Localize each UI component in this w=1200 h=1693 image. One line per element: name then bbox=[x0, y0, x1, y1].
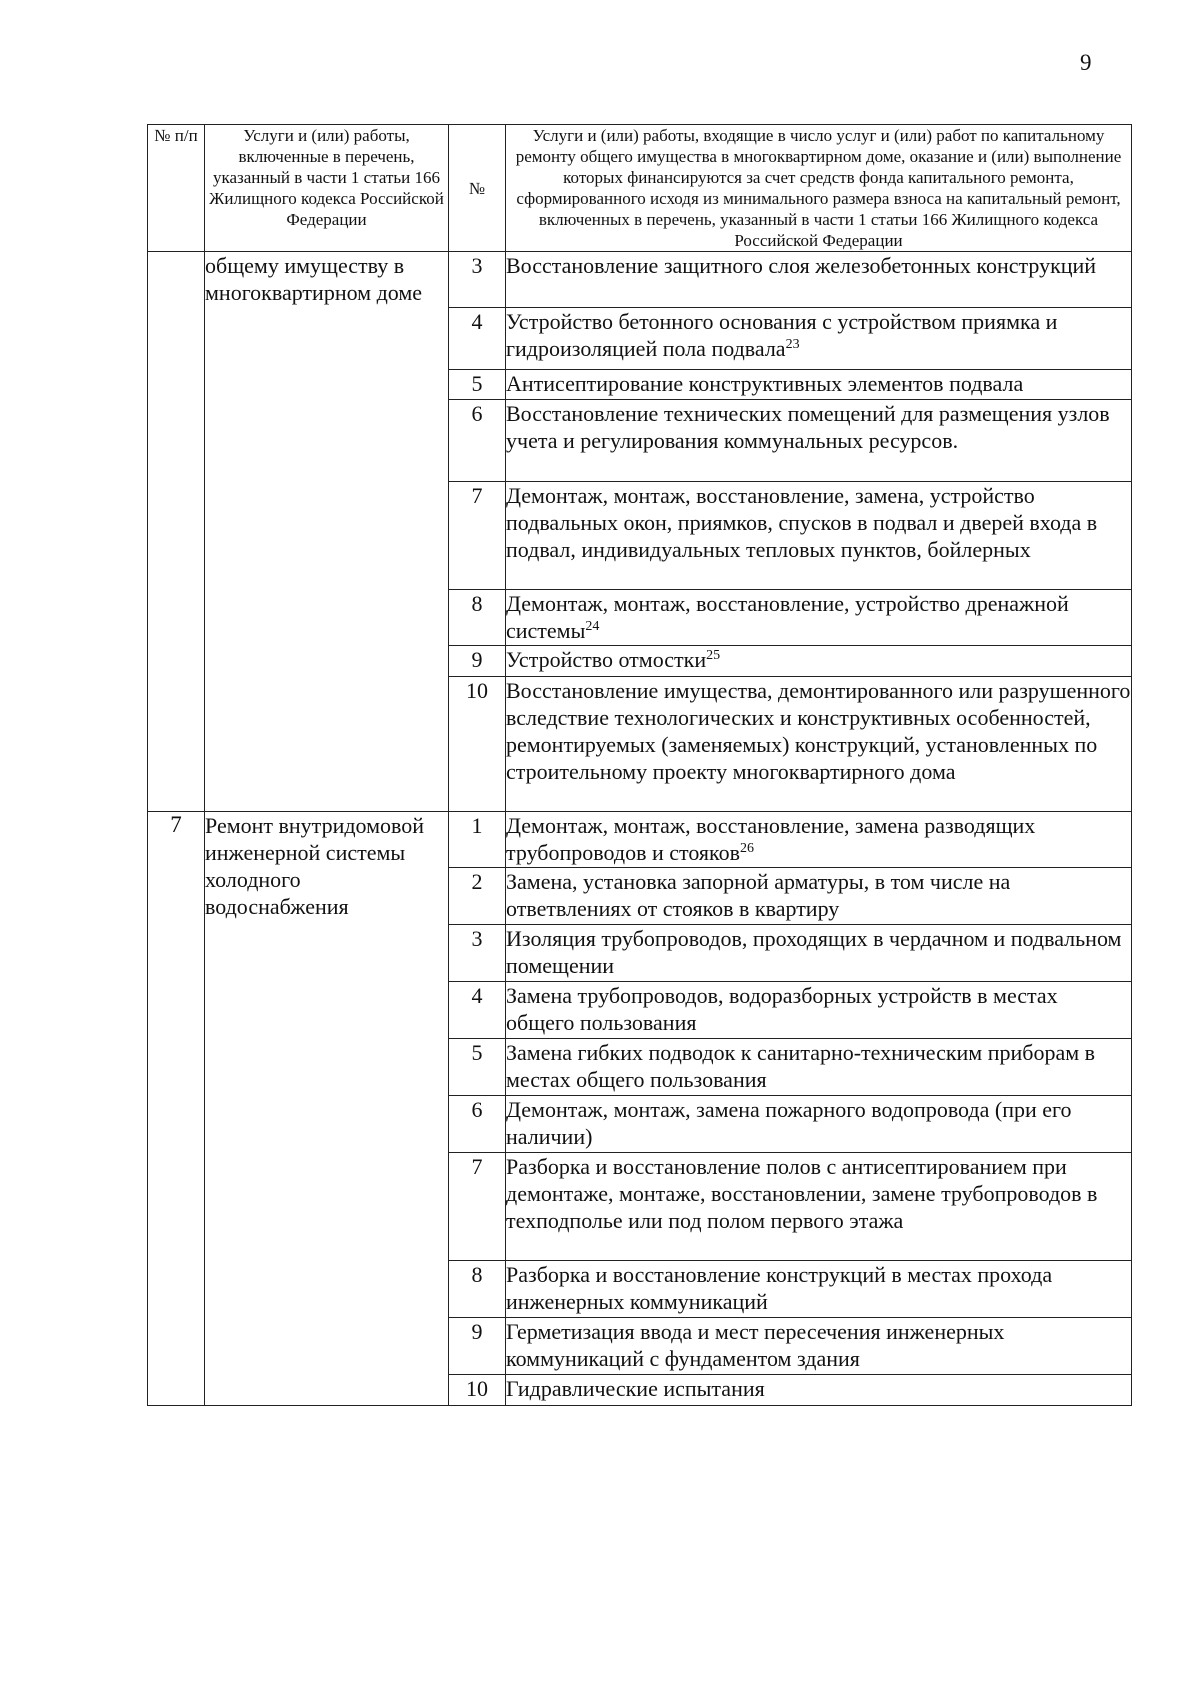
work-text: Восстановление имущества, демонтированного или разрушенного вследствие технологических и конструктивных особенностей, ремонтируемых (заменяемых) конструкций, установленных по строительному проекту многоквартирного дома bbox=[506, 678, 1131, 784]
footnote-ref: 23 bbox=[785, 337, 800, 352]
work-number: 6 bbox=[449, 1096, 506, 1153]
work-description bbox=[506, 677, 1132, 812]
work-description bbox=[506, 482, 1132, 590]
footnote-ref: 24 bbox=[585, 619, 600, 634]
section-service: Ремонт внутридомовой инженерной системы холодного водоснабжения bbox=[205, 812, 449, 1406]
work-description bbox=[506, 1039, 1132, 1096]
work-text: Демонтаж, монтаж, восстановление, устройство дренажной системы bbox=[506, 591, 1069, 643]
work-description bbox=[506, 1375, 1132, 1406]
section-number bbox=[148, 252, 205, 812]
section-number: 7 bbox=[148, 812, 205, 1406]
work-description bbox=[506, 646, 1132, 677]
header-works: Услуги и (или) работы, входящие в число услуг и (или) работ по капитальному ремонту общего имущества в многоквартирном доме, оказание и (или) выполнение которых финансируются за счет средств фонда капитального ремонта, сформированного исходя из минимального размера взноса на капитальный ремонт, включенных в перечень, указанный в части 1 статьи 166 Жилищного кодекса Российской Федерации bbox=[506, 125, 1132, 252]
work-description bbox=[506, 1096, 1132, 1153]
work-text: Восстановление технических помещений для размещения узлов учета и регулирования коммунальных ресурсов. bbox=[506, 401, 1110, 453]
header-num: № п/п bbox=[148, 125, 205, 252]
work-description bbox=[506, 982, 1132, 1039]
work-number: 6 bbox=[449, 400, 506, 482]
work-number: 5 bbox=[449, 1039, 506, 1096]
work-text: Гидравлические испытания bbox=[506, 1376, 765, 1401]
work-text: Демонтаж, монтаж, восстановление, замена, устройство подвальных окон, приямков, спусков в подвал и дверей входа в подвал, индивидуальных тепловых пунктов, бойлерных bbox=[506, 483, 1098, 562]
work-number: 1 bbox=[449, 812, 506, 868]
work-text: Устройство отмостки bbox=[506, 647, 707, 672]
work-description bbox=[506, 400, 1132, 482]
work-description bbox=[506, 1318, 1132, 1375]
work-text: Демонтаж, монтаж, замена пожарного водопровода (при его наличии) bbox=[506, 1097, 1072, 1149]
work-number: 4 bbox=[449, 982, 506, 1039]
header-sub-num: № bbox=[449, 125, 506, 252]
work-text: Герметизация ввода и мест пересечения инженерных коммуникаций с фундаментом здания bbox=[506, 1319, 1005, 1371]
work-number: 10 bbox=[449, 1375, 506, 1406]
works-table bbox=[147, 124, 1132, 1406]
section-service: общему имуществу в многоквартирном доме bbox=[205, 252, 449, 812]
work-description bbox=[506, 812, 1132, 868]
work-number: 8 bbox=[449, 1261, 506, 1318]
work-number: 8 bbox=[449, 590, 506, 646]
footnote-ref: 26 bbox=[739, 841, 754, 856]
header-service: Услуги и (или) работы, включенные в перечень, указанный в части 1 статьи 166 Жилищного кодекса Российской Федерации bbox=[205, 125, 449, 252]
work-description bbox=[506, 252, 1132, 308]
work-number: 5 bbox=[449, 370, 506, 400]
page-number: 9 bbox=[1080, 50, 1092, 75]
work-text: Антисептирование конструктивных элементов подвала bbox=[506, 371, 1024, 396]
table-row bbox=[148, 252, 1132, 308]
work-number: 3 bbox=[449, 252, 506, 308]
work-number: 9 bbox=[449, 646, 506, 677]
table-row bbox=[148, 812, 1132, 868]
work-description bbox=[506, 308, 1132, 370]
work-number: 2 bbox=[449, 868, 506, 925]
footnote-ref: 25 bbox=[706, 648, 721, 663]
work-description bbox=[506, 590, 1132, 646]
work-text: Разборка и восстановление полов с антисептированием при демонтаже, монтаже, восстановлении, замене трубопроводов в техподполье или под полом первого этажа bbox=[506, 1154, 1098, 1233]
work-text: Замена гибких подводок к санитарно-техническим приборам в местах общего пользования bbox=[506, 1040, 1096, 1092]
work-text: Замена трубопроводов, водоразборных устройств в местах общего пользования bbox=[506, 983, 1058, 1035]
work-description bbox=[506, 1261, 1132, 1318]
work-description bbox=[506, 868, 1132, 925]
work-text: Замена, установка запорной арматуры, в том числе на ответвлениях от стояков в квартиру bbox=[506, 869, 1011, 921]
work-number: 4 bbox=[449, 308, 506, 370]
work-number: 7 bbox=[449, 482, 506, 590]
work-number: 10 bbox=[449, 677, 506, 812]
work-description bbox=[506, 370, 1132, 400]
work-number: 9 bbox=[449, 1318, 506, 1375]
work-text: Демонтаж, монтаж, восстановление, замена разводящих трубопроводов и стояков bbox=[506, 813, 1036, 865]
work-description bbox=[506, 925, 1132, 982]
work-text: Изоляция трубопроводов, проходящих в чердачном и подвальном помещении bbox=[506, 926, 1122, 978]
work-number: 7 bbox=[449, 1153, 506, 1261]
table-header-row bbox=[148, 125, 1132, 252]
work-text: Устройство бетонного основания с устройством приямка и гидроизоляцией пола подвала bbox=[506, 309, 1058, 361]
table-body bbox=[148, 252, 1132, 1406]
work-text: Восстановление защитного слоя железобетонных конструкций bbox=[506, 253, 1097, 278]
work-text: Разборка и восстановление конструкций в местах прохода инженерных коммуникаций bbox=[506, 1262, 1053, 1314]
work-description bbox=[506, 1153, 1132, 1261]
work-number: 3 bbox=[449, 925, 506, 982]
